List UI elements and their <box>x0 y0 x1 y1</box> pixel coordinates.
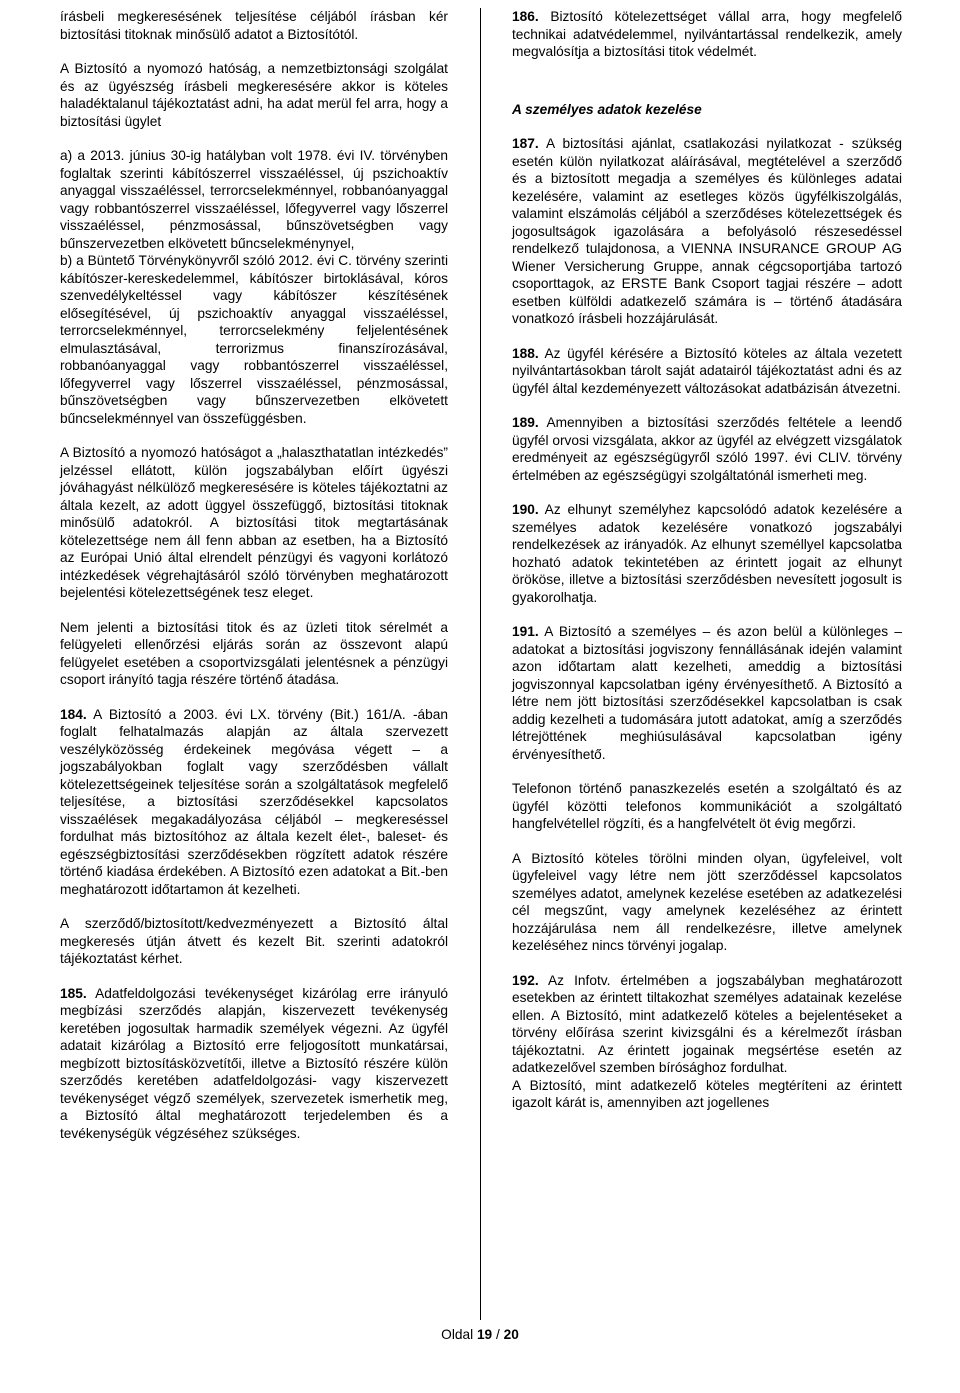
section-number: 186. <box>512 9 539 24</box>
paragraph: A Biztosító a nyomozó hatóság, a nemzetbiztonsági szolgálat és az ügyészség írásbeli megkeresésére akkor is köteles haladéktalanul tájékoztatást adni, ha adat merül fel arra, hogy a biztosítási ügylet <box>60 61 448 129</box>
section-number: 192. <box>512 972 539 988</box>
section-189 <box>512 414 902 484</box>
page-number: 19 <box>476 1327 493 1342</box>
list-item-a: a) a 2013. június 30-ig hatályban volt 1978. évi IV. törvényben foglaltak szerinti kábítószerrel visszaéléssel, új pszichoaktív anyaggal visszaéléssel, terrorcselekménnyel, robbanóanyaggal vagy robbantószerrel visszaéléssel, lőfegyverrel vagy lőszerrel visszaéléssel, pénzmosással, bűnszövetségben vagy bűnszervezetben elkövetett bűncselekménynyel, <box>60 148 448 251</box>
section-number: 188. <box>512 345 539 361</box>
left-column <box>60 8 448 1159</box>
section-heading: A személyes adatok kezelése <box>512 101 702 117</box>
section-number: 187. <box>512 136 539 151</box>
section-number: 190. <box>512 502 539 517</box>
paragraph: A Biztosító, mint adatkezelő köteles megtéríteni az érintett igazolt kárát is, amennyiben azt jogellenes <box>512 1077 902 1110</box>
section-184 <box>60 706 448 899</box>
right-column <box>512 8 902 1129</box>
section-text: Biztosító kötelezettséget vállal arra, hogy megfelelő technikai adatvédelemmel, nyilvántartással rendelkezik, amely megvalósítja a biztosítási titok védelmét. <box>512 9 902 59</box>
column-divider <box>480 8 481 1320</box>
section-text: A Biztosító a személyes – és azon belül a különleges – adatokat a biztosítási jogviszony fennállásának idején valamint azon időtartam alatt kezelheti, ameddig a biztosítási jogviszonnyal kapcsolatban igény érvényesíthető. A Biztosító a létre nem jött biztosítási szerződésekkel kapcsolatban is csak addig kezelheti a tudomására jutott adatokat, amíg a szerződés létrejöttének meghiúsulásával kapcsolatban igény érvényesíthető. <box>512 624 902 762</box>
page-separator: / <box>492 1327 504 1342</box>
section-190 <box>512 501 902 606</box>
section-text: A Biztosító a 2003. évi LX. törvény (Bit.) 161/A. -ában foglalt felhatalmazás alapján az általa szervezett veszélyközösség érdekeinek megóvása végett – a jogszabályokban foglalt vagy szerződésben vállalt kötelezettségeinek teljesítése során a szolgáltatások megfelelő teljesítése, a biztosítási szerződésekkel kapcsolatos visszaélések megakadályozása céljából – megkereséssel fordulhat más biztosítóhoz az általa kezelt élet-, baleset- és egészségbiztosítási szerződésekben rögzített adatok részére történő kiadása érdekében. A Biztosító ezen adatokat a Bit.-ben meghatározott időtartamon át kezelheti. <box>60 706 448 897</box>
paragraph: Nem jelenti a biztosítási titok és az üzleti titok sérelmét a felügyeleti ellenőrzési eljárás során az összevont alapú felügyelet esetében a csoportvizsgálati jelentésnek a pénzügyi csoport irányító tagja részére történő átadása. <box>60 619 448 687</box>
section-text: Adatfeldolgozási tevékenységet kizárólag erre irányuló megbízási szerződés alapján, kiszervezett tevékenység keretében jogosultak harmadik személyek végezni. Az ügyfél adatait kizárólag a Biztosító erre feljogosított munkatársai, megbízott biztosításközvetítői, illetve a Biztosító részére külön szerződés keretében adatfeldolgozási- vagy kiszervezett tevékenységet végző személyek, szervezetek ismerhetik meg, a Biztosító által meghatározott terjedelemben és a tevékenységük végzéséhez szükséges. <box>60 985 448 1141</box>
list-item-b: b) a Büntető Törvénykönyvről szóló 2012. évi C. törvény szerinti kábítószer-kereskedelemmel, kábítószer birtoklásával, kóros szenvedélykeltéssel vagy kábítószer készítésének elősegítésével, új pszichoaktív anyaggal visszaéléssel, terrorcselekménnyel, terrorcselekmény feljelentésének elmulasztásával, terrorizmus finanszírozásával, robbanóanyaggal vagy robbantószerrel visszaéléssel, lőfegyverrel vagy lőszerrel visszaéléssel, pénzmosással, bűnszövetségben vagy bűnszervezetben elkövetett bűncselekménnyel van összefüggésben. <box>60 253 448 426</box>
section-number: 191. <box>512 624 539 639</box>
section-number: 185. <box>60 985 87 1001</box>
section-186 <box>512 8 902 61</box>
paragraph: Telefonon történő panaszkezelés esetén a szolgáltató és az ügyfél közötti telefonos kommunikációt a szolgáltató hangfelvétellel rögzíti, és a hangfelvételt öt évig megőrzi. <box>512 781 902 831</box>
section-number: 189. <box>512 415 539 430</box>
paragraph: A Biztosító köteles törölni minden olyan, ügyfeleivel, volt ügyfeleivel vagy létre nem jött szerződéssel kapcsolatos személyes adatot, amelynek kezelése esetében az adatkezelési cél megszűnt, vagy amelynek kezeléséhez az érintett hozzájárulása nem áll rendelkezésre, illetve amelynek kezeléséhez nincs törvényi jogalap. <box>512 850 902 953</box>
page-footer <box>0 1326 960 1344</box>
section-text: Az ügyfél kérésére a Biztosító köteles az általa vezetett nyilvántartásokban tárolt saját adatairól tájékoztatást adni és az ügyfél által kezdeményezett változásokat adatbázisán átvezetni. <box>512 345 902 396</box>
section-text: Az Infotv. értelmében a jogszabályban meghatározott esetekben az érintett tiltakozhat személyes adatainak kezelése ellen. A Biztosító, mint adatkezelő köteles a bejelentéseket a törvény előírása szerint kivizsgálni és a kérelmezőt írásban tájékoztatni. Az érintett jogainak megsértése esetén az adatkezelővel szemben bírósághoz fordulhat. <box>512 972 902 1075</box>
paragraph: írásbeli megkeresésének teljesítése céljából írásban kér biztosítási titoknak minősülő adatot a Biztosítótól. <box>60 9 448 42</box>
section-188 <box>512 345 902 398</box>
page-total: 20 <box>503 1327 519 1342</box>
section-187 <box>512 135 902 328</box>
section-text: Amennyiben a biztosítási szerződés feltétele a leendő ügyfél orvosi vizsgálata, akkor az ügyfél az elvégzett vizsgálatok eredményeit az egészségügyről szóló 1997. évi CLIV. törvény értelmében az egészségügyi szolgáltatónál ismerheti meg. <box>512 415 902 483</box>
paragraph: A szerződő/biztosított/kedvezményezett a Biztosító által megkeresés útján átvett és kezelt Bit. szerinti adatokról tájékoztatást kérhet. <box>60 916 448 966</box>
section-text: Az elhunyt személyhez kapcsolódó adatok kezelésére a személyes adatok kezelésére vonatkozó jogszabályi rendelkezések az irányadók. Az elhunyt személlyel kapcsolatba hozható adatok tekintetében az érintett jogait az elhunyt örököse, illetve a biztosítási szerződésben nevesített jogosult is gyakorolhatja. <box>512 502 902 605</box>
section-185 <box>60 985 448 1143</box>
section-text: A biztosítási ajánlat, csatlakozási nyilatkozat - szükség esetén külön nyilatkozat aláírásával, megtételével a szerződő és a biztosított megadja a személyes és különleges adatai kezelésére, valamint az esetleges közös ügyfélkiszolgálás, valamint elszámolás céljából a szerződéses kötelezettségek és jogosultságok igazolására a befolyásoló részesedéssel rendelkező tulajdonosa, a VIENNA INSURANCE GROUP AG Wiener Versicherung Gruppe, annak cégcsoportjába tartozó csoporttagok, az ERSTE Bank Csoport tagjai részére – adott esetben külföldi adatkezelő számára is – történő átadására vonatkozó írásbeli hozzájárulását. <box>512 136 902 326</box>
page-label: Oldal <box>441 1327 477 1342</box>
section-191 <box>512 623 902 763</box>
section-192 <box>512 972 902 1077</box>
paragraph: A Biztosító a nyomozó hatóságot a „halaszthatatlan intézkedés” jelzéssel ellátott, külön jogszabályban előírt ügyészi jóváhagyást nélkülöző megkeresésére is köteles tájékoztatni az általa kezelt, az adott üggyel összefüggő, biztosítási titoknak minősülő adatokról. A biztosítási titok megtartásának kötelezettsége nem áll fenn abban az esetben, ha a Biztosító az Európai Unió által elrendelt pénzügyi és vagyoni korlátozó intézkedések végrehajtásáról szóló törvényben meghatározott bejelentési kötelezettségének tesz eleget. <box>60 445 448 600</box>
section-number: 184. <box>60 706 87 722</box>
